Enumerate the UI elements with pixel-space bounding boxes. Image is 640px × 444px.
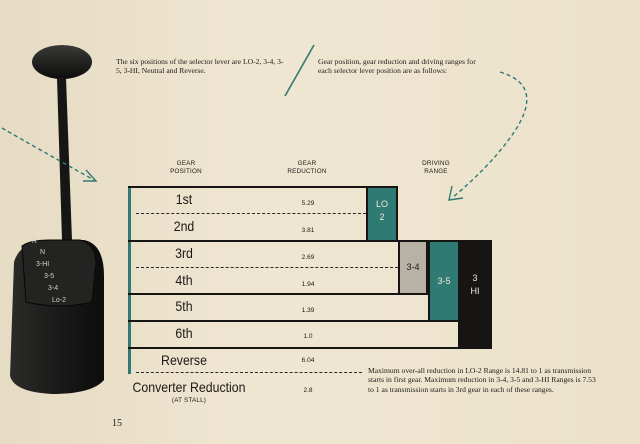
range-3-4: 3-4: [398, 240, 428, 295]
range-3-5: 3-5: [428, 240, 460, 322]
converter-subtitle: (AT STALL): [171, 397, 207, 404]
reduction-1st: 5.29: [301, 200, 315, 207]
gear-6th: 6th: [175, 325, 193, 341]
reduction-5th: 1.39: [301, 307, 315, 314]
reduction-note: Maximum over-all reduction in LO-2 Range is 14.81 to 1 as transmission starts in first gear. Maximum reduction in 3-4, 3-5 and 3-HI Ranges is 7.53 to 1 as transmission starts in 3rd gear in each of these ranges.: [368, 366, 596, 394]
reduction-2nd: 3.81: [301, 227, 315, 234]
gear-3rd: 3rd: [175, 245, 193, 261]
lever-label-34: 3-4: [48, 285, 59, 292]
header-gear-reduction: GEAR REDUCTION: [287, 160, 327, 175]
dashed-separator: [136, 213, 366, 214]
lever-label-n: N: [40, 249, 46, 256]
intro-text-right: Gear position, gear reduction and driving ranges for each selector lever position are as follows:: [318, 57, 476, 76]
row-line: [128, 347, 492, 349]
gear-converter: Converter Reduction: [132, 379, 246, 395]
lever-label-lo2: Lo-2: [52, 297, 67, 304]
divider-slash: [285, 45, 314, 96]
teal-rule: [128, 186, 131, 374]
dashed-separator: [136, 372, 362, 373]
header-gear-position: GEAR POSITION: [170, 160, 202, 175]
range-lo2: LO 2: [366, 186, 398, 242]
row-line: [128, 320, 458, 322]
gear-2nd: 2nd: [173, 218, 195, 234]
page-number: 15: [112, 418, 122, 429]
reduction-converter: 2.8: [303, 387, 313, 394]
lever-label-r: R: [32, 238, 38, 245]
reduction-6th: 1.0: [303, 333, 313, 340]
row-line: [128, 186, 398, 188]
gear-1st: 1st: [175, 191, 193, 207]
gear-5th: 5th: [175, 298, 193, 314]
reduction-3rd: 2.69: [301, 254, 315, 261]
left-arrow-icon: [2, 128, 94, 180]
header-driving-range: DRIVING RANGE: [422, 160, 450, 175]
gear-4th: 4th: [175, 272, 193, 288]
lever-label-3hi: 3-HI: [36, 261, 50, 268]
dashed-separator: [136, 267, 398, 268]
lever-label-35: 3-5: [44, 273, 55, 280]
right-arrow-icon: [452, 72, 527, 198]
reduction-reverse: 6.04: [301, 357, 315, 364]
gear-reverse: Reverse: [161, 352, 207, 368]
range-3-hi: 3 HI: [458, 240, 492, 349]
intro-text-left: The six positions of the selector lever are LO-2, 3-4, 3-5, 3-HI, Neutral and Reverse.: [116, 57, 284, 76]
reduction-4th: 1.94: [301, 281, 315, 288]
